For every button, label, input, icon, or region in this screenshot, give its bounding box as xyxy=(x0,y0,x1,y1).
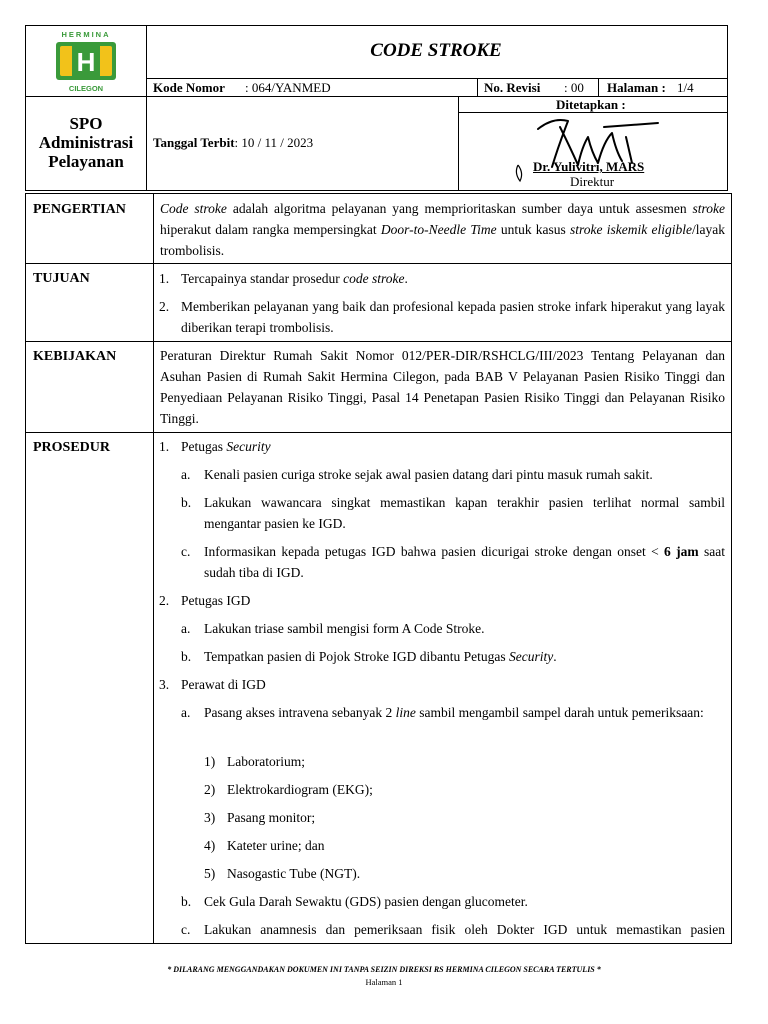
body-bottom-border xyxy=(25,943,732,944)
tujuan-label: TUJUAN xyxy=(33,271,90,286)
prosedur-3a-num: a. xyxy=(181,705,191,720)
kebijakan-label: KEBIJAKAN xyxy=(33,349,117,364)
hermina-logo-icon xyxy=(46,27,126,95)
pengertian-part-2: adalah algoritma pelayanan yang memprioritaskan sumber daya untuk assesmen xyxy=(226,201,693,216)
prosedur-2b-b: Security xyxy=(509,649,554,664)
prosedur-2a: Lakukan triase sambil mengisi form A Code Stroke. xyxy=(204,621,485,636)
sub-item-5: Nasogastic Tube (NGT). xyxy=(227,866,361,881)
tanggal-terbit xyxy=(153,135,313,151)
sub-num-5: 5) xyxy=(204,866,216,881)
sub-num-2: 2) xyxy=(204,782,216,797)
footer-page-number: Halaman 1 xyxy=(365,977,403,987)
tujuan-item-1 xyxy=(181,268,725,289)
prosedur-step-1-b: Security xyxy=(226,439,271,454)
svg-text:CILEGON: CILEGON xyxy=(68,84,104,93)
prosedur-num-1: 1. xyxy=(159,439,170,454)
prosedur-2a-num: a. xyxy=(181,621,191,636)
prosedur-1a: Kenali pasien curiga stroke sejak awal pasien datang dari pintu masuk rumah sakit. xyxy=(204,467,653,482)
tujuan-item-1-b: code stroke xyxy=(343,271,405,286)
header-right-border xyxy=(727,25,728,191)
pengertian-part-5: Door-to-Needle Time xyxy=(380,222,497,237)
prosedur-step-1 xyxy=(181,436,725,457)
prosedur-1c-a: Informasikan kepada petugas IGD bahwa pasien dicurigai stroke dengan onset < xyxy=(204,544,665,559)
kode-nomor-label: Kode Nomor xyxy=(153,80,225,95)
prosedur-1c-b: 6 jam xyxy=(664,544,699,559)
sub-num-1: 1) xyxy=(204,754,216,769)
revisi-divider xyxy=(477,78,478,97)
prosedur-step-2: Petugas IGD xyxy=(181,593,251,608)
prosedur-3a-a: Pasang akses intravena sebanyak 2 xyxy=(204,705,396,720)
prosedur-num-3: 3. xyxy=(159,677,170,692)
prosedur-num-2: 2. xyxy=(159,593,170,608)
pengertian-part-3: stroke xyxy=(692,201,725,216)
sub-num-3: 3) xyxy=(204,810,216,825)
no-revisi-label: No. Revisi xyxy=(484,80,541,95)
signer-name: Dr. Yulivitri, MARS xyxy=(533,159,645,174)
prosedur-1c-c: saat sudah tiba di IGD. xyxy=(204,544,725,580)
kode-nomor-value: : 064/YANMED xyxy=(245,80,331,95)
spo-line-3: Pelayanan xyxy=(48,152,124,171)
no-revisi-value: : 00 xyxy=(564,80,584,95)
tanggal-label: Tanggal Terbit xyxy=(153,135,235,150)
spo-title xyxy=(26,114,146,171)
prosedur-2b xyxy=(204,646,725,667)
hermina-logo xyxy=(26,26,146,96)
header-title-divider xyxy=(146,78,728,79)
body-top-border xyxy=(25,193,732,194)
prosedur-1a-num: a. xyxy=(181,467,191,482)
prosedur-1b-num: b. xyxy=(181,495,192,510)
pengertian-part-6: untuk kasus xyxy=(496,222,571,237)
document-title: CODE STROKE xyxy=(370,40,502,61)
pengertian-part-8: /layak trombolisis. xyxy=(160,222,725,258)
pengertian-part-1: Code stroke xyxy=(160,201,227,216)
row-divider-2 xyxy=(25,341,732,342)
pengertian-part-7: stroke iskemik eligible xyxy=(570,222,692,237)
tujuan-item-1-a: Tercapainya standar prosedur xyxy=(181,271,344,286)
prosedur-2b-c: . xyxy=(553,649,557,664)
halaman-divider xyxy=(598,78,599,97)
prosedur-3c-num: c. xyxy=(181,922,191,937)
prosedur-3a-c: sambil mengambil sampel darah untuk pemeriksaan: xyxy=(415,705,704,720)
tujuan-item-1-c: . xyxy=(404,271,408,286)
prosedur-2b-a: Tempatkan pasien di Pojok Stroke IGD dibantu Petugas xyxy=(204,649,510,664)
footer-warning: * DILARANG MENGGANDAKAN DOKUMEN INI TANPA SEIZIN DIREKSI RS HERMINA CILEGON SECARA TERTULIS * xyxy=(167,965,601,974)
row-divider-1 xyxy=(25,263,732,264)
prosedur-3c: Lakukan anamnesis dan pemeriksaan fisik oleh Dokter IGD untuk memastikan pasien xyxy=(204,922,725,937)
prosedur-3a xyxy=(204,702,725,723)
prosedur-label: PROSEDUR xyxy=(33,440,111,455)
prosedur-1c xyxy=(204,541,725,583)
prosedur-3a-b: line xyxy=(395,705,416,720)
svg-text:HERMINA: HERMINA xyxy=(61,30,111,39)
sub-item-2: Elektrokardiogram (EKG); xyxy=(227,782,373,797)
pengertian-text xyxy=(160,198,725,261)
pengertian-part-4: hiperakut dalam rangka mempersingkat xyxy=(160,222,381,237)
halaman-label: Halaman : xyxy=(607,80,666,95)
sub-item-1: Laboratorium; xyxy=(227,754,305,769)
prosedur-step-1-a: Petugas xyxy=(181,439,227,454)
tujuan-num-1: 1. xyxy=(159,271,170,286)
pengertian-label: PENGERTIAN xyxy=(33,202,126,217)
signer-title: Direktur xyxy=(570,174,615,189)
tujuan-num-2: 2. xyxy=(159,299,170,314)
spo-line-2: Administrasi xyxy=(38,133,134,152)
body-left-border xyxy=(25,193,26,944)
svg-text:H: H xyxy=(76,47,96,77)
prosedur-2b-num: b. xyxy=(181,649,192,664)
prosedur-3b: Cek Gula Darah Sewaktu (GDS) pasien dengan glucometer. xyxy=(204,894,528,909)
sub-item-4: Kateter urine; dan xyxy=(227,838,325,853)
sub-num-4: 4) xyxy=(204,838,216,853)
tujuan-item-2: Memberikan pelayanan yang baik dan profesional kepada pasien stroke infark hiperakut yang layak diberikan terapi trombolisis. xyxy=(181,299,725,335)
prosedur-step-3: Perawat di IGD xyxy=(181,677,266,692)
ditetapkan-label: Ditetapkan : xyxy=(556,97,626,112)
tanggal-value: : 10 / 11 / 2023 xyxy=(234,135,314,150)
signature-divider xyxy=(458,96,459,191)
body-right-border xyxy=(731,193,732,944)
header-bottom-border xyxy=(25,190,728,191)
prosedur-3b-num: b. xyxy=(181,894,192,909)
row-divider-3 xyxy=(25,432,732,433)
prosedur-1b: Lakukan wawancara singkat memastikan kapan terakhir pasien terlihat normal sambil mengantar pasien ke IGD. xyxy=(204,495,725,531)
prosedur-1c-num: c. xyxy=(181,544,191,559)
halaman-value: 1/4 xyxy=(677,80,694,95)
body-column-divider xyxy=(153,193,154,944)
sub-item-3: Pasang monitor; xyxy=(227,810,316,825)
spo-line-1: SPO xyxy=(69,114,103,133)
kebijakan-text: Peraturan Direktur Rumah Sakit Nomor 012/PER-DIR/RSHCLG/III/2023 Tentang Pelayanan dan Asuhan Pasien di Rumah Sakit Hermina Cilegon, pada BAB V Pelayanan Pasien Risiko Tinggi dan Penyediaan Pelayanan Risiko Tinggi, Pasal 14 Penetapan Pasien Risiko Tinggi dan Pelayanan Risiko Tinggi. xyxy=(160,348,725,426)
